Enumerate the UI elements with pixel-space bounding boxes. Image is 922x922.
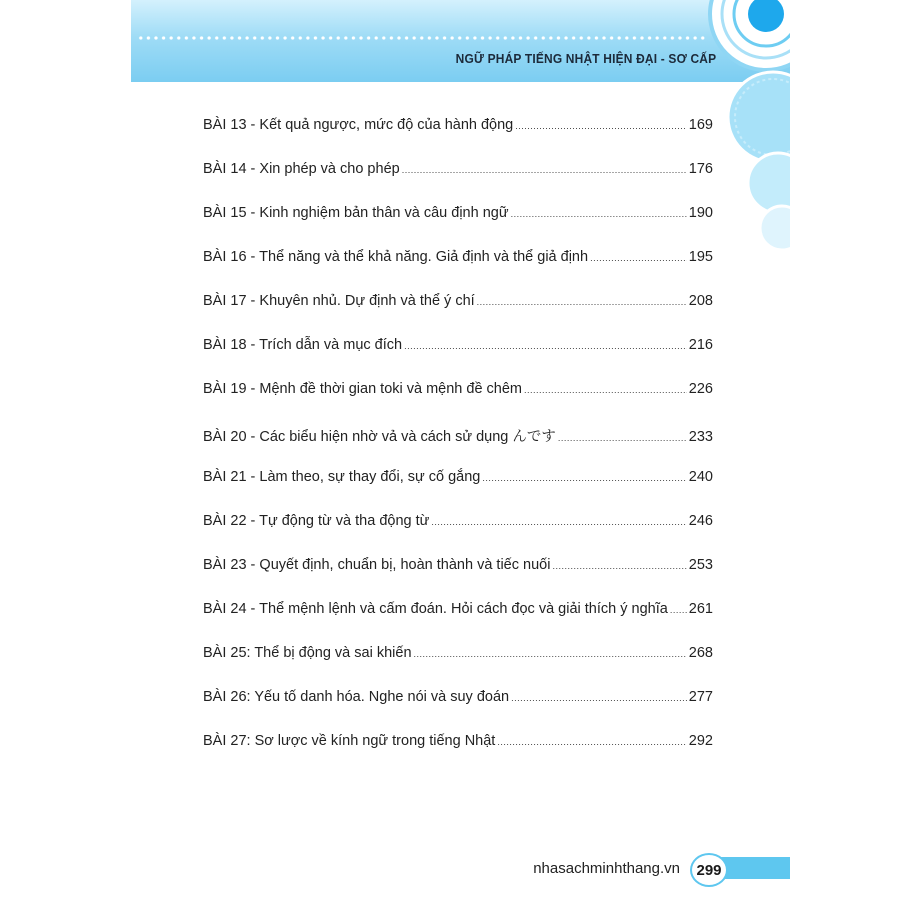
toc-leader-dots [524,385,687,395]
toc-entry-title: BÀI 17 - Khuyên nhủ. Dự định và thể ý chí [203,293,475,309]
toc-leader-dots [552,561,686,571]
toc-entry-title: BÀI 23 - Quyết định, chuẩn bị, hoàn thành và tiếc nuối [203,557,551,573]
toc-leader-dots [402,165,687,175]
toc-entry-title: BÀI 18 - Trích dẫn và mục đích [203,337,403,353]
toc-entry[interactable] [203,513,713,557]
publisher-website: nhasachminhthang.vn [533,860,680,877]
toc-entry-title: BÀI 15 - Kinh nghiệm bản thân và câu định ngữ [203,205,509,221]
toc-leader-dots [477,297,687,307]
toc-leader-dots [482,473,686,483]
toc-entry-page: 277 [688,689,713,705]
toc-entry[interactable] [203,161,713,205]
toc-entry[interactable] [203,205,713,249]
toc-leader-dots [590,253,687,263]
toc-entry-title: BÀI 20 - Các biểu hiện nhờ vả và cách sử dụng んです [203,429,556,445]
toc-entry-page: 268 [688,645,713,661]
page-number: 299 [696,861,722,879]
toc-entry[interactable] [203,557,713,601]
toc-entry-title: BÀI 22 - Tự động từ và tha động từ [203,513,430,529]
toc-leader-dots [431,517,686,527]
toc-entry-page: 261 [688,601,713,617]
toc-entry-page: 233 [688,429,713,445]
toc-entry-title: BÀI 19 - Mệnh đề thời gian toki và mệnh đề chêm [203,381,523,397]
toc-entry-page: 216 [688,337,713,353]
toc-entry-page: 195 [688,249,713,265]
toc-entry[interactable] [203,733,713,777]
toc-entry[interactable] [203,689,713,733]
table-of-contents [203,117,713,777]
toc-entry-page: 169 [688,117,713,133]
toc-entry-title: BÀI 16 - Thể năng và thể khả năng. Giả định và thể giả định [203,249,589,265]
toc-entry[interactable] [203,469,713,513]
header-dot-line [137,36,707,40]
toc-entry-page: 240 [688,469,713,485]
toc-leader-dots [511,693,687,703]
toc-entry-title: BÀI 27: Sơ lược về kính ngữ trong tiếng Nhật [203,733,496,749]
toc-entry-title: BÀI 26: Yếu tố danh hóa. Nghe nói và suy đoán [203,689,510,705]
toc-leader-dots [558,433,687,443]
toc-leader-dots [670,605,687,615]
toc-entry[interactable] [203,601,713,645]
toc-leader-dots [497,737,686,747]
toc-entry-page: 253 [688,557,713,573]
toc-entry[interactable] [203,249,713,293]
toc-entry-page: 292 [688,733,713,749]
toc-entry-page: 226 [688,381,713,397]
toc-entry[interactable] [203,337,713,381]
toc-leader-dots [404,341,687,351]
toc-entry[interactable] [203,117,713,161]
toc-leader-dots [414,649,687,659]
toc-entry[interactable] [203,645,713,689]
toc-entry-title: BÀI 14 - Xin phép và cho phép [203,161,400,177]
toc-entry-page: 246 [688,513,713,529]
book-title: NGỮ PHÁP TIẾNG NHẬT HIỆN ĐẠI - SƠ CẤP [455,51,716,66]
book-page [131,0,790,922]
toc-entry[interactable] [203,381,713,425]
toc-entry-title: BÀI 25: Thể bị động và sai khiến [203,645,412,661]
toc-entry[interactable] [203,293,713,337]
toc-leader-dots [515,121,687,131]
toc-entry[interactable] [203,425,713,469]
toc-entry-title: BÀI 21 - Làm theo, sự thay đổi, sự cố gắng [203,469,481,485]
toc-entry-page: 176 [688,161,713,177]
toc-entry-page: 208 [688,293,713,309]
toc-leader-dots [511,209,687,219]
toc-entry-title: BÀI 13 - Kết quả ngược, mức độ của hành động [203,117,514,133]
toc-entry-title: BÀI 24 - Thể mệnh lệnh và cấm đoán. Hỏi cách đọc và giải thích ý nghĩa [203,601,668,617]
toc-entry-page: 190 [688,205,713,221]
page-number-badge [690,853,728,887]
